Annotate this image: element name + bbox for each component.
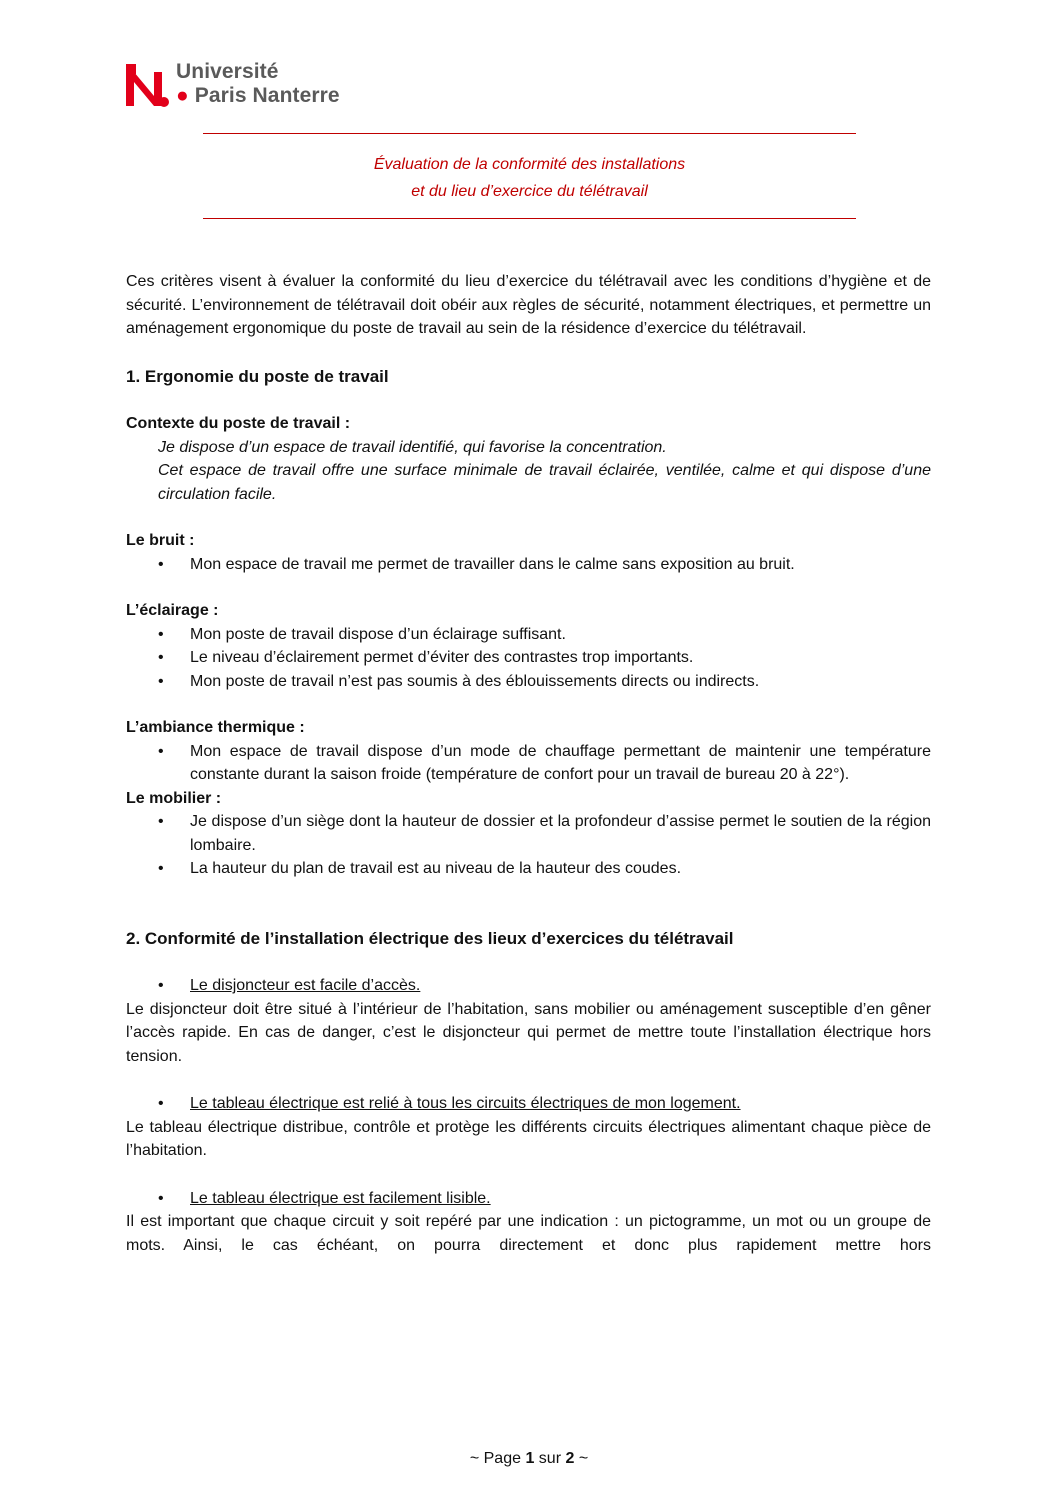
- list-item: • Mon poste de travail dispose d’un éclairage suffisant.: [126, 623, 931, 647]
- thermique-list: [126, 740, 931, 787]
- eclairage-heading: L’éclairage :: [126, 602, 219, 619]
- bullet-icon: •: [158, 1095, 164, 1112]
- eclairage-list: [126, 623, 931, 694]
- bullet-icon: •: [158, 742, 164, 760]
- bullet-icon: •: [158, 1189, 164, 1207]
- list-item: • Le niveau d’éclairement permet d’éviter des contrastes trop importants.: [126, 646, 931, 670]
- section-2-paragraph-1: Le disjoncteur doit être situé à l’intérieur de l’habitation, sans mobilier ou aménagement susceptible d’en gêner l’accès rapide. En cas de danger, c’est le disjoncteur qui permet de mettre toute l’installation électrique hors tension.: [126, 1000, 931, 1065]
- bullet-icon: •: [158, 672, 164, 690]
- thermique-heading: L’ambiance thermique :: [126, 719, 305, 736]
- list-item: • Mon poste de travail n’est pas soumis à des éblouissements directs ou indirects.: [126, 670, 931, 694]
- page-total: 2: [565, 1450, 575, 1467]
- section-2-paragraph-2: Le tableau électrique distribue, contrôle et protège les différents circuits électriques alimentant chaque pièce de l’habitation.: [126, 1118, 931, 1159]
- logo-line-2: [176, 84, 340, 108]
- title-rule-top: [203, 133, 856, 134]
- section-2-bullet-1: [126, 974, 931, 998]
- list-item: • Le tableau électrique est relié à tous les circuits électriques de mon logement.: [126, 1092, 931, 1116]
- list-item: • La hauteur du plan de travail est au niveau de la hauteur des coudes.: [126, 857, 931, 881]
- section-2-bullet-3: [126, 1187, 931, 1211]
- mobilier-list: [126, 810, 931, 881]
- bruit-list: [126, 553, 931, 577]
- list-item: • Mon espace de travail me permet de travailler dans le calme sans exposition au bruit.: [126, 553, 931, 577]
- list-item: • Le tableau électrique est facilement lisible.: [126, 1187, 931, 1211]
- bullet-icon: •: [158, 649, 164, 666]
- university-logo: [124, 60, 364, 112]
- document-body: [126, 270, 931, 1257]
- title-line-2: et du lieu d’exercice du télétravail: [411, 183, 648, 200]
- bullet-icon: •: [158, 977, 164, 994]
- title-rule-bottom: [203, 218, 856, 219]
- context-heading: Contexte du poste de travail :: [126, 415, 351, 432]
- title-line-1: Évaluation de la conformité des installations: [373, 156, 686, 173]
- bullet-icon: •: [158, 555, 164, 573]
- document-title: [203, 151, 856, 205]
- logo-dot-icon: ●: [176, 84, 189, 107]
- page-number: 1: [525, 1450, 535, 1467]
- logo-line-2-text: Paris Nanterre: [194, 84, 340, 107]
- list-item: • Je dispose d’un siège dont la hauteur de dossier et la profondeur d’assise permet le soutien de la région lombaire.: [126, 810, 931, 857]
- logo-line-1: Université: [176, 60, 279, 83]
- context-line-1: Je dispose d’un espace de travail identifié, qui favorise la concentration.: [158, 438, 667, 456]
- section-1-heading: 1. Ergonomie du poste de travail: [126, 366, 389, 386]
- context-line-2: Cet espace de travail offre une surface minimale de travail éclairée, ventilée, calme et qui dispose d’une circulation facile.: [158, 462, 931, 503]
- mobilier-heading: Le mobilier :: [126, 789, 222, 807]
- section-2-bullet-2: [126, 1092, 931, 1116]
- logo-text: [176, 60, 340, 108]
- list-item: • Le disjoncteur est facile d’accès.: [126, 974, 931, 998]
- bullet-icon: •: [158, 813, 164, 830]
- logo-mark-icon: [124, 64, 170, 108]
- bruit-heading: Le bruit :: [126, 532, 195, 549]
- section-2-heading: 2. Conformité de l’installation électrique des lieux d’exercices du télétravail: [126, 928, 734, 948]
- intro-paragraph: Ces critères visent à évaluer la conformité du lieu d’exercice du télétravail avec les conditions d’hygiène et de sécurité. L’environnement de télétravail doit obéir aux règles de sécurité, notamment électriques, et permettre un aménagement ergonomique du poste de travail au sein de la résidence d’exercice du télétravail.: [126, 273, 931, 337]
- section-2-paragraph-3: Il est important que chaque circuit y soit repéré par une indication : un pictogramme, un mot ou un groupe de mots. Ainsi, le cas échéant, on pourra directement et donc plus rapidement mettre hors: [126, 1213, 931, 1254]
- bullet-icon: •: [158, 625, 164, 643]
- page-footer: ~ Page 1 sur 2 ~: [469, 1450, 589, 1467]
- list-item: • Mon espace de travail dispose d’un mode de chauffage permettant de maintenir une température constante durant la saison froide (température de confort pour un travail de bureau 20 à 22°).: [126, 740, 931, 787]
- bullet-icon: •: [158, 860, 164, 877]
